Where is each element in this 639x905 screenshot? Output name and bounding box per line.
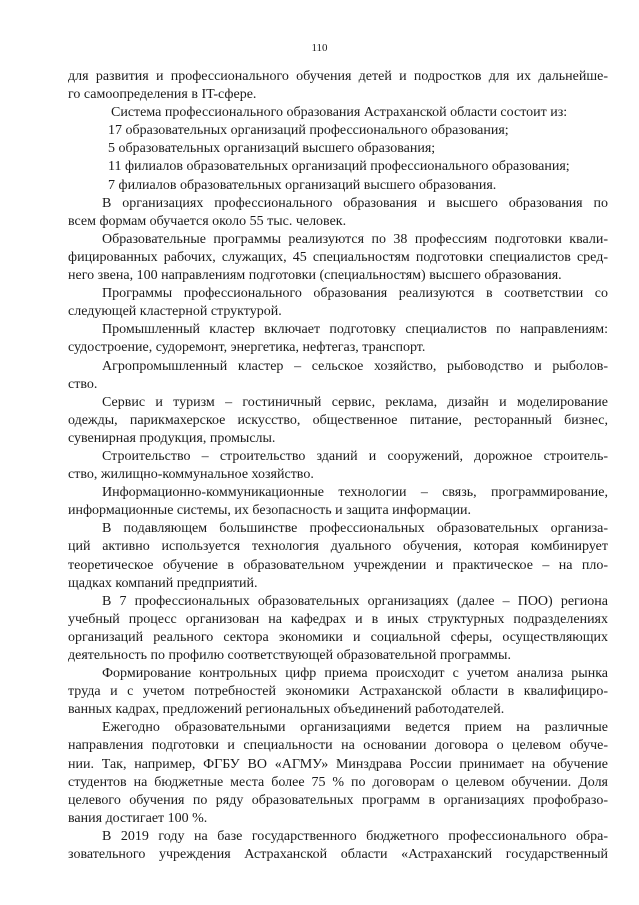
- text-line: Информационно-коммуникационные технологии – связь, программирование,: [102, 485, 608, 501]
- text-line: следующей кластерной структурой.: [68, 304, 282, 320]
- text-line: теоретическое обучение в образовательном учреждении и практическое – на пло-: [68, 557, 608, 573]
- text-line: Строительство – строительство зданий и сооружений, дорожное строитель-: [102, 448, 608, 464]
- text-line: направления подготовки и специальности на основании договора о целевом обуче-: [68, 738, 608, 754]
- text-line: ство.: [68, 376, 98, 392]
- body-text: [68, 68, 608, 864]
- text-line: организаций реального сектора экономики и социальной сферы, осуществляющих: [68, 629, 608, 645]
- text-line: Агропромышленный кластер – сельское хозяйство, рыбоводство и рыболов-: [102, 358, 608, 374]
- text-line: 11 филиалов образовательных организаций профессионального образования;: [108, 159, 570, 175]
- text-line: щадках компаний предприятий.: [68, 575, 258, 591]
- text-line: 17 образовательных организаций профессионального образования;: [108, 123, 509, 139]
- text-line: Система профессионального образования Астраханской области состоит из:: [111, 105, 568, 121]
- text-line: фицированных рабочих, служащих, 45 специальностям подготовки специалистов сред-: [68, 249, 608, 265]
- page-number: 110: [311, 42, 328, 54]
- text-line: студентов на бюджетные места более 75 % по договорам о целевом обучении. Доля: [68, 774, 608, 790]
- text-line: информационные системы, их безопасность и защита информации.: [68, 503, 471, 519]
- text-line: Ежегодно образовательными организациями ведется прием на различные: [102, 720, 608, 736]
- text-line: целевого обучения по ряду образовательных программ в организациях профобразо-: [68, 792, 608, 808]
- text-line: Программы профессионального образования реализуются в соответствии со: [102, 286, 608, 302]
- text-line: Сервис и туризм – гостиничный сервис, реклама, дизайн и моделирование: [102, 394, 608, 410]
- text-line: ство, жилищно-коммунальное хозяйство.: [68, 467, 314, 483]
- text-line: одежды, парикмахерское искусство, общественное питание, ресторанный бизнес,: [68, 412, 608, 428]
- text-line: ванных кадрах, предложений региональных объединений работодателей.: [68, 702, 505, 718]
- text-line: Формирование контрольных цифр приема происходит с учетом анализа рынка: [102, 666, 608, 682]
- text-line: всем формам обучается около 55 тыс. человек.: [68, 213, 347, 229]
- text-line: В 7 профессиональных образовательных организациях (далее – ПОО) региона: [102, 593, 608, 609]
- text-line: нии. Так, например, ФГБУ ВО «АГМУ» Минздрава России принимает на обучение: [68, 756, 608, 772]
- text-line: 5 образовательных организаций высшего образования;: [108, 141, 436, 157]
- text-line: труда и с учетом потребностей экономики Астраханской области в квалифициро-: [68, 684, 608, 700]
- text-line: ций активно используется технология дуального обучения, которая комбинирует: [68, 539, 608, 555]
- text-line: вания достигает 100 %.: [68, 810, 208, 826]
- text-line: Образовательные программы реализуются по 38 профессиям подготовки квали-: [102, 231, 608, 247]
- text-line: В подавляющем большинстве профессиональных образовательных организа-: [102, 521, 608, 537]
- text-line: него звена, 100 направлениям подготовки (специальностям) высшего образования.: [68, 268, 562, 284]
- text-line: зовательного учреждения Астраханской области «Астраханский государственный: [68, 847, 608, 863]
- text-line: сувенирная продукция, промыслы.: [68, 430, 276, 446]
- text-line: учебный процесс организован на кафедрах и в иных структурных подразделениях: [68, 611, 608, 627]
- text-line: судостроение, судоремонт, энергетика, нефтегаз, транспорт.: [68, 340, 426, 356]
- text-line: для развития и профессионального обучения детей и подростков для их дальнейше-: [68, 69, 608, 84]
- text-line: го самоопределения в IT-сфере.: [68, 87, 257, 103]
- text-line: 7 филиалов образовательных организаций высшего образования.: [108, 177, 497, 193]
- text-line: В организациях профессионального образования и высшего образования по: [102, 195, 608, 211]
- text-line: В 2019 году на базе государственного бюджетного профессионального обра-: [102, 828, 608, 844]
- text-line: Промышленный кластер включает подготовку специалистов по направлениям:: [102, 322, 608, 338]
- text-line: деятельность по профилю соответствующей образовательной программы.: [68, 648, 511, 663]
